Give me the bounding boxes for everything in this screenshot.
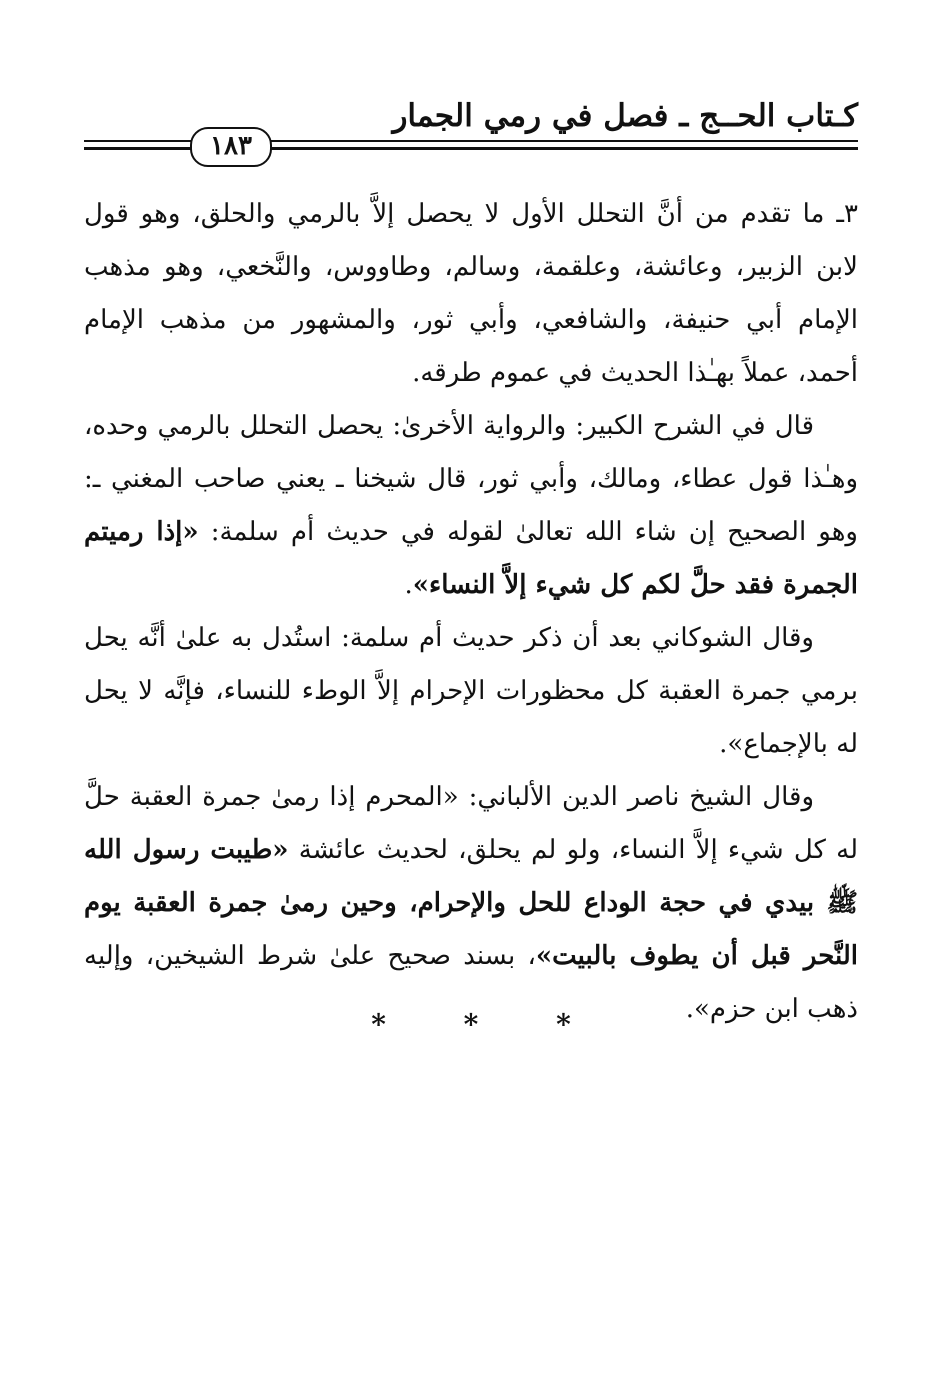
section-separator-asterisks: * * * <box>371 1008 605 1041</box>
hadith-quote: «إذا رميتم الجمرة فقد حلَّ لكم كل شيء إلاَّ النساء» <box>84 517 858 600</box>
page-number-badge: ١٨٣ <box>190 127 272 167</box>
paragraph-sharh-kabir <box>84 400 858 612</box>
page-body <box>84 188 858 1036</box>
running-header-title: كـتاب الحــج ـ فصل في رمي الجمار <box>392 98 858 134</box>
paragraph-text: . <box>404 570 413 600</box>
paragraph-text: وقال الشوكاني بعد أن ذكر حديث أم سلمة: استُدل به علىٰ أنَّه يحل برمي جمرة العقبة كل محظورات الإحرام إلاَّ الوطء للنساء، فإنَّه لا يحل له بالإجماع». <box>84 623 858 759</box>
paragraph-text: ، بسند صحيح علىٰ شرط الشيخين، وإليه ذهب ابن حزم». <box>84 941 858 1024</box>
paragraph-text: وقال الشيخ ناصر الدين الألباني: «المحرم إذا رمىٰ جمرة العقبة حلَّ له كل شيء إلاَّ النساء، ولو لم يحلق، لحديث عائشة <box>84 782 859 865</box>
paragraph-point-3 <box>84 188 858 400</box>
paragraph-shawkani <box>84 612 858 771</box>
paragraph-text: قال في الشرح الكبير: والرواية الأخرىٰ: يحصل التحلل بالرمي وحده، وهـٰذا قول عطاء، ومالك، وأبي ثور، قال شيخنا ـ يعني صاحب المغني ـ: وهو الصحيح إن شاء الله تعالىٰ لقوله في حديث أم سلمة: <box>84 411 858 547</box>
hadith-quote: «طيبت رسول الله ﷺ بيدي في حجة الوداع للحل والإحرام، وحين رمىٰ جمرة العقبة يوم النَّحر قبل أن يطوف بالبيت» <box>84 835 858 971</box>
paragraph-albani <box>84 771 858 1036</box>
paragraph-text: ٣ـ ما تقدم من أنَّ التحلل الأول لا يحصل إلاَّ بالرمي والحلق، وهو قول لابن الزبير، وعائشة، وعلقمة، وسالم، وطاووس، والنَّخعي، وهو مذهب الإمام أبي حنيفة، والشافعي، وأبي ثور، والمشهور من مذهب الإمام أحمد، عملاً بهـٰذا الحديث في عموم طرقه. <box>84 199 858 388</box>
